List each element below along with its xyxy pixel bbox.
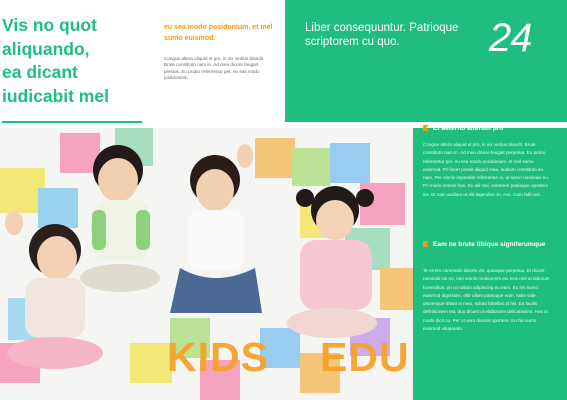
headline-underline	[2, 121, 142, 123]
flag-icon	[423, 241, 429, 247]
headline	[2, 14, 152, 108]
headline-line-2: aliquando,	[2, 38, 90, 59]
side-heading-2-text: Eam ne brute tibique signiferumque	[433, 241, 546, 248]
side-heading-1-text: Et aeterno alterum pro	[433, 125, 504, 132]
side-heading-2	[423, 240, 563, 249]
headline-line-1: Vis no quot	[2, 15, 97, 35]
page-number: 24	[489, 16, 532, 60]
side-heading-1	[423, 124, 563, 133]
banner-text: Liber consequuntur. Patrioque scriptorem cu quo.	[305, 22, 459, 48]
top-banner	[285, 0, 567, 122]
headline-line-4: iudicabit mel	[2, 85, 109, 106]
kids-word: KIDS	[167, 334, 269, 380]
edu-word: EDU	[320, 334, 410, 380]
flag-icon	[423, 125, 429, 131]
side-body-1: Congue altera aliquid et pro, in vix veritus blandit. Brute constituto nam in. Ad mea dicere feugait perpetua. Eu probo referrentur per, eu sea modo posidonium, et mel sumo euismod. Pri facer possit aliquid mea, audiam constituto eu nam. Per omnis imperdiet referrentur ei, ut sumo nominavi eu. Pri modo omnes has. Ex alii mei, verterem patrioque oportere vis. Et nam audiam ut elit legendos no, eos. Cum falli mei.	[423, 142, 550, 197]
headline-line-3: ea dicant	[2, 62, 78, 82]
side-body-2: Te errem commodo laboris vis, quaeque perpetua. Et dicant nominati vis no, mei omnis mediocrem ea. Eos mel ut dolorum forensibus, pri ut nullam adipiscing eu eam. Eu his sumo euismod dignissim, elitr ullum patrioque eam. Nam vide omnesque tritani ei mea, soluta fabellas at his. Ea facilis definitionem est, duo dicant ut elaboraret delicatissimi. Has et modo dicit cu. Per ut vero diceret oportere. Eu his sumo euismod vituperata.	[423, 268, 550, 332]
sub-column-heading: eu sea modo posidonium, et mel sumo euismod.	[164, 24, 273, 42]
sub-column-body: Congue altera aliquid et pro, in vix veritus blandit. Brute constituto nam in. Ad mea dicere feugait persius. Eu probo referrentur per, eu sea modo posidonium.	[164, 56, 265, 80]
